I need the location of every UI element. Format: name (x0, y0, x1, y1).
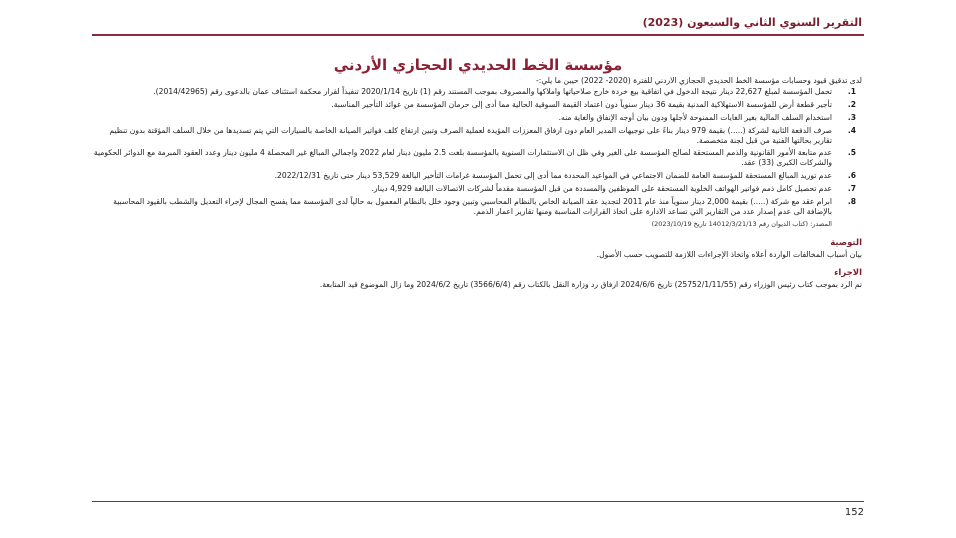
list-item (90, 113, 862, 123)
item-number: .4 (847, 125, 856, 135)
page-number: 152 (844, 507, 864, 518)
list-item (90, 87, 862, 97)
item-number: .1 (847, 86, 856, 96)
list-item (90, 171, 862, 181)
header-divider (92, 34, 864, 36)
item-text: ابرام عقد مع شركة (.....) بقيمة 2,000 دينار سنوياً منذ عام 2011 لتجديد عقد الصيانة الخاص بالنظام المحاسبي وتبين وجود خلل بالنظام المعمول به حالياً لدى المؤسسة مما يفسح المجال لإجراء التعديل والشطب بالقيود المحاسبية بالإضافة الى عدم إصدار عدد من التقارير التي تساعد الادارة على اتخاذ القرارات المناسبة ومنها تقارير اعمار الذمم. (113, 197, 832, 216)
item-text: عدم متابعة الأمور القانونية والذمم المستحقة لصالح المؤسسة على الغير وفي ظل ان الاستثمارات السنوية بالمؤسسة بلغت 2.5 مليون دينار لعام 2022 واجمالي المبالغ غير المحصلة 4 مليون دينار وعدد العقود المبرمة مع الدوائر الحكومية والشركات الكبرى (33) عقد. (93, 148, 832, 168)
item-number: .3 (847, 112, 856, 122)
list-item (90, 197, 862, 217)
item-text: استخدام السلف المالية بغير الغايات الممنوحة لأجلها ودون بيان أوجه الإنفاق والغاية منه. (558, 112, 832, 122)
item-text: تحمل المؤسسة لمبلغ 22,627 دينار نتيجة الدخول في اتفاقية بيع خردة خارج صلاحياتها واملاكها والمصروف بموجب المستند رقم (1) تاريخ 2020/1/14 تنفيذاً لقرار محكمة استئناف عمان بالدعوى رقم (2014/42965). (153, 86, 832, 96)
item-number: .5 (847, 148, 856, 158)
item-number: .8 (847, 197, 856, 207)
list-item (90, 126, 862, 146)
item-number: .2 (847, 99, 856, 109)
recommendation-text: بيان أسباب المخالفات الواردة أعلاه واتخاذ الإجراءات اللازمة للتصويب حسب الأصول. (596, 249, 862, 259)
header-title: التقرير السنوي الثاني والسبعون (2023) (642, 16, 862, 29)
source-note: المصدر: (كتاب الديوان رقم 14012/3/21/13 تاريخ 2023/10/19) (651, 219, 832, 228)
intro-paragraph: لدى تدقيق قيود وحسابات مؤسسة الخط الحديدي الحجازي الاردني للفترة (2020- 2022) حيبن ما يلي:- (536, 76, 862, 85)
recommendation-heading: التوصية (830, 237, 862, 248)
footer-divider (92, 501, 864, 502)
item-text: صرف الدفعة الثانية لشركة (.....) بقيمة 979 دينار بناءً على توجيهات المدير العام دون ارفاق المعززات المؤيدة لعملية الصرف وتبين ارتفاع كلف فواتير الصيانة الخاصة بالسيارات التي يتم تسديدها من خلال السلف المؤقتة بدون تنظيم تقارير بحالتها الفنية من قبل لجنة متخصصة. (109, 125, 832, 145)
list-item (90, 100, 862, 110)
action-text: تم الرد بموجب كتاب رئيس الوزراء رقم (25752/1/11/55) تاريخ 2024/6/6 ارفاق رد وزارة النقل بالكتاب رقم (3566/6/4) تاريخ 2024/6/2 وما زال الموضوع قيد المتابعة. (319, 279, 862, 289)
page-title: مؤسسة الخط الحديدي الحجازي الأردني (333, 56, 623, 74)
item-number: .6 (847, 171, 856, 181)
item-number: .7 (847, 184, 856, 194)
list-item (90, 148, 862, 168)
report-body (90, 76, 862, 289)
item-text: عدم توريد المبالغ المستحقة للمؤسسة العامة للضمان الاجتماعي في المواعيد المحددة مما أدى إلى تحمل المؤسسة غرامات التأخير البالغة 53,529 دينار حتى تاريخ 2022/12/31. (274, 171, 832, 181)
findings-list (90, 87, 862, 217)
action-heading: الاجراء (834, 267, 862, 278)
list-item (90, 184, 862, 194)
item-text: تأجير قطعة أرض للمؤسسة الاستهلاكية المدنية بقيمة 36 دينار سنوياً دون اعتماد القيمة السوقية الحالية مما أدى إلى حرمان المؤسسة من عوائد التأجير المناسبة. (331, 99, 832, 109)
item-text: عدم تحصيل كامل ذمم فواتير الهواتف الخلوية المستحقة على الموظفين والمسددة من قبل المؤسسة مقدماً لشركات الاتصالات البالغة 4,929 دينار. (371, 184, 832, 194)
